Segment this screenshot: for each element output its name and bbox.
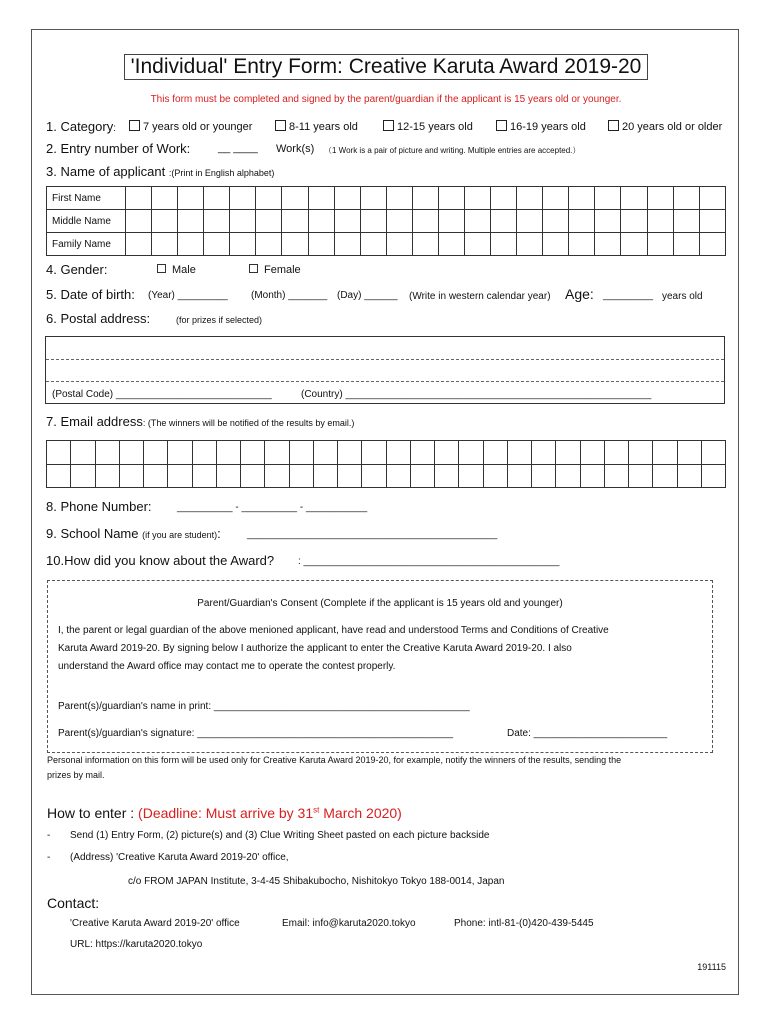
entry-number-label: 2. Entry number of Work: bbox=[46, 141, 191, 156]
contact-heading: Contact: bbox=[47, 895, 100, 911]
form-title: 'Individual' Entry Form: Creative Karuta Award 2019-20 bbox=[32, 55, 740, 79]
postal-address-box[interactable] bbox=[45, 336, 725, 404]
checkbox-icon bbox=[275, 120, 286, 131]
deadline-text: (Deadline: Must arrive by 31st March 2020) bbox=[138, 805, 402, 821]
howto-item: Send (1) Entry Form, (2) picture(s) and (3) Clue Writing Sheet pasted on each picture backside bbox=[70, 830, 490, 841]
contact-office: 'Creative Karuta Award 2019-20' office bbox=[70, 918, 240, 929]
phone-label: 8. Phone Number: bbox=[46, 499, 152, 514]
postal-label: 6. Postal address: bbox=[46, 311, 151, 326]
school-label: 9. School Name (if you are student): bbox=[46, 526, 221, 541]
howknow-field[interactable]: : ______________________________________________ bbox=[298, 556, 560, 567]
postal-code-field[interactable]: (Postal Code) ____________________________ bbox=[52, 389, 272, 400]
contact-email: Email: info@karuta2020.tokyo bbox=[282, 918, 416, 929]
gender-female-option[interactable]: Female bbox=[249, 264, 301, 276]
age-label: Age: bbox=[565, 286, 594, 302]
category-option-1[interactable]: 7 years old or younger bbox=[129, 120, 252, 133]
consent-date-field[interactable]: Date: ________________________ bbox=[507, 728, 668, 739]
entry-unit: Work(s) bbox=[276, 143, 315, 155]
dob-month-field[interactable]: (Month) _______ bbox=[251, 290, 328, 301]
gender-label: 4. Gender: bbox=[46, 262, 108, 277]
dob-label: 5. Date of birth: bbox=[46, 287, 135, 302]
dob-note: (Write in western calendar year) bbox=[409, 291, 551, 302]
guardian-consent-box bbox=[47, 580, 713, 753]
category-option-4[interactable]: 16-19 years old bbox=[496, 120, 586, 133]
name-row-label: Middle Name bbox=[47, 210, 126, 233]
email-grid-row[interactable] bbox=[47, 441, 726, 465]
howto-heading: How to enter : (Deadline: Must arrive by 31st March 2020) bbox=[47, 805, 402, 821]
privacy-line: Personal information on this form will be used only for Creative Karuta Award 2019-20, for example, notify the winners of the results, sending the bbox=[47, 755, 622, 765]
postal-note: (for prizes if selected) bbox=[176, 315, 263, 325]
email-label: 7. Email address: (The winners will be notified of the results by email.) bbox=[46, 414, 355, 429]
checkbox-icon bbox=[496, 120, 507, 131]
email-grid[interactable] bbox=[46, 440, 726, 488]
country-field[interactable]: (Country) _______________________________________________________ bbox=[301, 389, 652, 400]
consent-text-line: Karuta Award 2019-20. By signing below I authorize the applicant to enter the Creative Karuta Award 2019-20. I also bbox=[58, 643, 572, 654]
name-row-family[interactable] bbox=[47, 233, 726, 256]
name-row-label: First Name bbox=[47, 187, 126, 210]
howto-bullet: - bbox=[47, 852, 51, 863]
category-option-5[interactable]: 20 years old or older bbox=[608, 120, 722, 133]
name-row-middle[interactable] bbox=[47, 210, 726, 233]
name-row-label: Family Name bbox=[47, 233, 126, 256]
guardian-notice: This form must be completed and signed by the parent/guardian if the applicant is 15 years old or younger. bbox=[150, 94, 622, 105]
name-row-first[interactable] bbox=[47, 187, 726, 210]
category-option-2[interactable]: 8-11 years old bbox=[275, 120, 358, 133]
email-grid-row[interactable] bbox=[47, 464, 726, 488]
consent-text-line: understand the Award office may contact me to operate the contest properly. bbox=[58, 661, 396, 672]
gender-male-option[interactable]: Male bbox=[157, 264, 196, 276]
checkbox-icon bbox=[129, 120, 140, 131]
form-page bbox=[31, 29, 739, 995]
phone-field[interactable]: __________ - __________ - ___________ bbox=[177, 502, 368, 513]
entry-number-field[interactable]: __ ____ bbox=[218, 142, 258, 154]
howto-address: c/o FROM JAPAN Institute, 3-4-45 Shibakubocho, Nishitokyo Tokyo 188-0014, Japan bbox=[128, 876, 505, 887]
entry-note: （1 Work is a pair of picture and writing. Multiple entries are accepted.） bbox=[324, 146, 581, 155]
checkbox-icon bbox=[383, 120, 394, 131]
howknow-label: 10.How did you know about the Award? bbox=[46, 553, 275, 568]
form-code: 191115 bbox=[697, 962, 726, 972]
address-line bbox=[46, 359, 724, 360]
category-label: 1. Category: bbox=[46, 119, 116, 134]
checkbox-icon bbox=[249, 264, 258, 273]
school-field[interactable]: _____________________________________________ bbox=[247, 529, 498, 540]
checkbox-icon bbox=[157, 264, 166, 273]
contact-phone: Phone: intl-81-(0)420-439-5445 bbox=[454, 918, 594, 929]
applicant-name-label: 3. Name of applicant :(Print in English alphabet) bbox=[46, 164, 275, 179]
age-field[interactable]: _________ bbox=[603, 290, 654, 301]
privacy-line: prizes by mail. bbox=[47, 770, 105, 780]
guardian-name-field[interactable]: Parent(s)/guardian's name in print: ______________________________________________ bbox=[58, 701, 470, 712]
age-unit: years old bbox=[662, 291, 703, 302]
category-option-3[interactable]: 12-15 years old bbox=[383, 120, 473, 133]
contact-url: URL: https://karuta2020.tokyo bbox=[70, 939, 203, 950]
howto-item: (Address) 'Creative Karuta Award 2019-20' office, bbox=[70, 852, 289, 863]
consent-text-line: I, the parent or legal guardian of the above menioned applicant, have read and understood Terms and Conditions of Creative bbox=[58, 625, 609, 636]
name-grid[interactable] bbox=[46, 186, 726, 256]
address-line bbox=[46, 381, 724, 382]
dob-year-field[interactable]: (Year) _________ bbox=[148, 290, 228, 301]
dob-day-field[interactable]: (Day) ______ bbox=[337, 290, 398, 301]
howto-bullet: - bbox=[47, 830, 51, 841]
consent-heading: Parent/Guardian's Consent (Complete if the applicant is 15 years old and younger) bbox=[197, 598, 563, 609]
guardian-signature-field[interactable]: Parent(s)/guardian's signature: ______________________________________________ bbox=[58, 728, 454, 739]
checkbox-icon bbox=[608, 120, 619, 131]
